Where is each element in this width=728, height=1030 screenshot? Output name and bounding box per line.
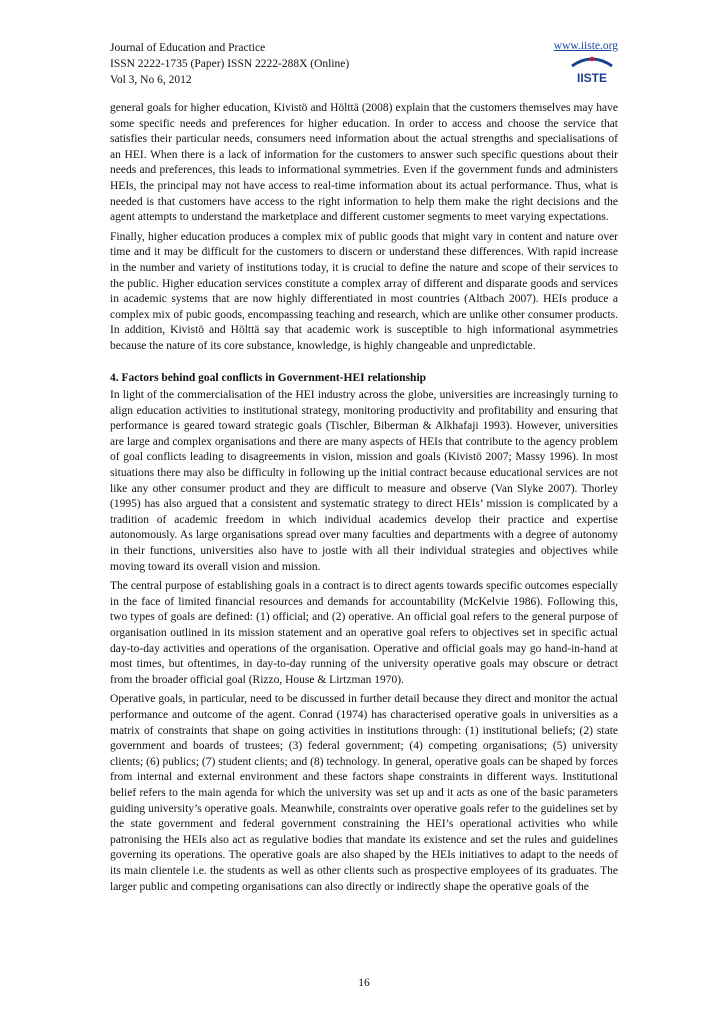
- logo-text: IISTE: [576, 71, 608, 85]
- journal-title: Journal of Education and Practice: [110, 42, 266, 54]
- issn-line: ISSN 2222-1735 (Paper) ISSN 2222-288X (Online): [110, 58, 350, 70]
- paragraph: Operative goals, in particular, need to be discussed in further detail because they direct and monitor the actual performance and outcome of the agent. Conrad (1974) has characterised operative goals in universities as a matrix of constraints that shape on going activities in institutions through: (1) institutional beliefs; (2) state government and boards of trustees; (3) federal government; (4) competing organisations; (5) university clients; (6) publics; (7) student clients; and (8) technology. In general, operative goals can be shaped by forces from internal and external environment and these factors shape constraints in different ways. Institutional belief refers to the main agenda for which the university was set up and it acts as one of the basic parameters guiding university’s operative goals. Meanwhile, constraints over operative goals refer to the guidelines set by the state government and federal government constraining the HEI’s operational activities who while patronising the HEIs also act as regulative bodies that mandate its existence and set the rules and guidelines governing its operations. The operative goals are also shaped by the HEIs initiatives to adapt to the needs of its main clientele i.e. the students as well as other clients such as prospective employees of its graduates. The larger public and competing organisations can also directly or indirectly shape the operative goals of the: [110, 693, 618, 893]
- article-body: [110, 101, 618, 899]
- paragraph: Finally, higher education produces a complex mix of public goods that might vary in content and nature over time and it may be difficult for the customers to discern or understand these differences. With rapid increase in the number and variety of institutions today, it is crucial to define the nature and scope of their services to the public. Higher education services constitute a complex array of different and disparate goods and services in academic systems that are now highly differentiated in most countries (Altbach 2007). HEIs produce a complex mix of pubic goods, encompassing teaching and research, which are unlike other consumer products. In addition, Kivistö and Hölttä say that academic work is susceptible to high informational asymmetries because the nature of its core substance, knowledge, is highly changeable and unpredictable.: [110, 230, 618, 352]
- volume-line: Vol 3, No 6, 2012: [110, 74, 192, 86]
- iiste-logo: [566, 54, 618, 86]
- journal-url-link[interactable]: www.iiste.org: [553, 40, 618, 52]
- paragraph: The central purpose of establishing goals in a contract is to direct agents towards specific outcomes especially in the face of limited financial resources and demands for accountability (McKelvie 1986). Following this, two types of goals are defined: (1) official; and (2) operative. An official goal refers to the general purpose of organisation outlined in its mission statement and an operative goal refers to objectives set in specific actual day-to-day activities and operations of the organisation. Operative and official goals may go hand-in-hand at most times, but oftentimes, in day-to-day running of the university operative goals may obscure or detract from the broader official goal (Rizzo, House & Lirtzman 1970).: [110, 580, 618, 686]
- logo-arc-icon: [572, 57, 612, 66]
- page-number: 16: [358, 977, 370, 989]
- paragraph: In light of the commercialisation of the HEI industry across the globe, universities are increasingly turning to align education activities to institutional strategy, monitoring productivity and profitability and ensuring that performance is geared toward strategic goals (Tischler, Biberman & Alkhafaji 1993). However, universities are large and complex organisations and there are many aspects of HEIs that contribute to the agency problem of goal conflicts leading to disagreements in vision, mission and goals (Kivistö 2007; Massy 1996). In most situations there may also be difficulty in following up the initial contract because educational services are not like any other consumer product and they are difficult to measure and observe (Van Slyke 2007). Thorley (1995) has also argued that a consistent and systematic strategy to direct HEIs’ mission is complicated by a tradition of academic freedom in which individual academics develop their practice and expertise autonomously. As large organisations spread over many faculties and departments with a degree of autonomy in their functions, universities also have to jostle with all their individual strategies and objectives while moving toward its overall vision and mission.: [110, 389, 618, 573]
- section-heading: 4. Factors behind goal conflicts in Government-HEI relationship: [110, 371, 427, 384]
- journal-header: [110, 40, 618, 88]
- paragraph: general goals for higher education, Kivistö and Hölttä (2008) explain that the customers themselves may have some specific needs and preferences for higher education. In order to access and choose the service that satisfies their particular needs, consumers need information about the actual strengths and specialisations of an HEI. When there is a lack of information for the customers to answer such specific questions about their needs and preferences, this leads to informational symmetries. Even if the government funds and administers HEIs, the principal may not have access to real-time information about its actual performance. Thus, what is needed is that customers have access to the right information to help them make the right decisions and the agent attempts to understand the marketplace and different customer segments to meet varying expectations.: [110, 102, 618, 224]
